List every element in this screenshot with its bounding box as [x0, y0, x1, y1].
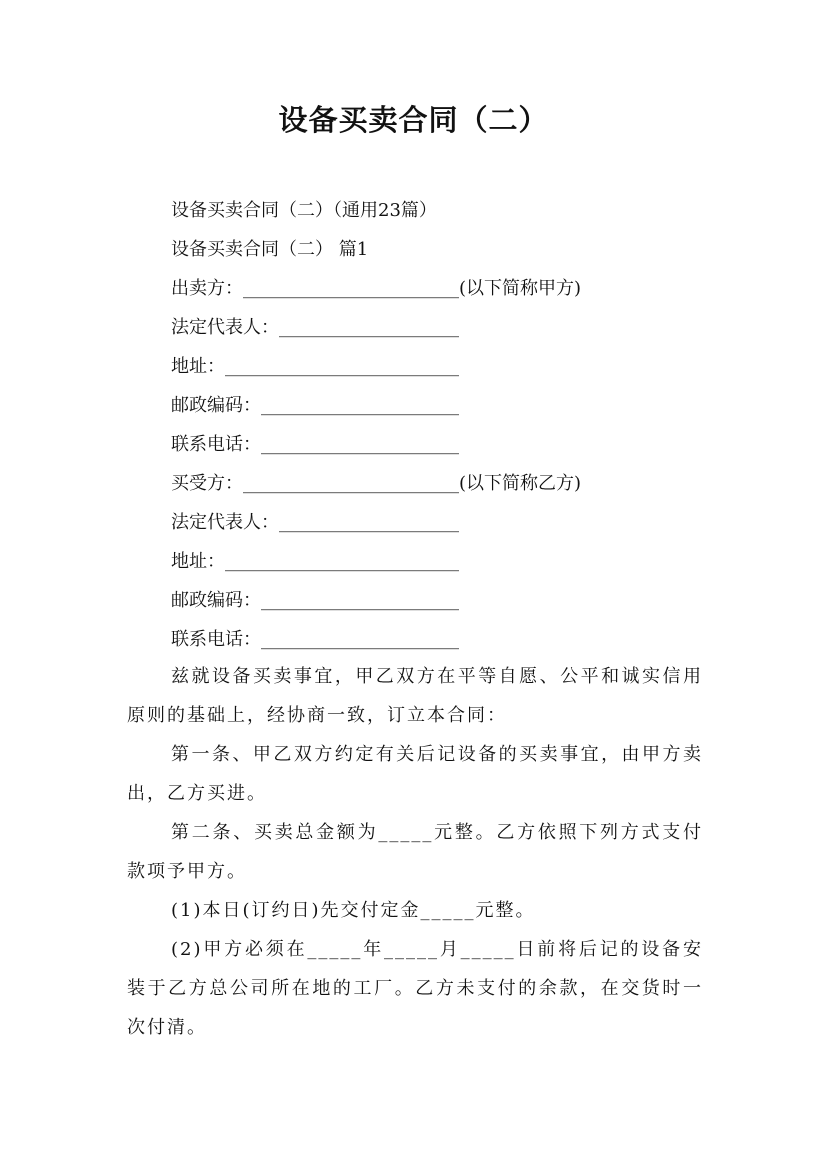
section-heading: 设备买卖合同（二） 篇1: [171, 239, 369, 260]
subtitle-line: 设备买卖合同（二）（通用23篇）: [171, 200, 437, 221]
buyer-postcode-line: 邮政编码：______________________: [171, 590, 459, 611]
clause-1-paragraph: (1)本日(订约日)先交付定金_____元整。: [171, 900, 536, 921]
buyer-line: 买受方：________________________(以下简称乙方): [171, 473, 582, 494]
seller-line: 出卖方：________________________(以下简称甲方): [171, 278, 582, 299]
seller-legal-rep-line: 法定代表人：____________________: [171, 317, 459, 338]
buyer-address-line: 地址：__________________________: [171, 551, 459, 572]
intro-paragraph: 兹就设备买卖事宜，甲乙双方在平等自愿、公平和诚实信用原则的基础上，经协商一致，订立本合同：: [127, 666, 703, 726]
buyer-legal-rep-line: 法定代表人：____________________: [171, 512, 459, 533]
article-2-paragraph: 第二条、买卖总金额为_____元整。乙方依照下列方式支付款项予甲方。: [127, 822, 703, 882]
article-1-paragraph: 第一条、甲乙双方约定有关后记设备的买卖事宜，由甲方卖出，乙方买进。: [127, 744, 703, 804]
seller-postcode-line: 邮政编码：______________________: [171, 395, 459, 416]
buyer-phone-line: 联系电话：______________________: [171, 629, 459, 650]
seller-address-line: 地址：__________________________: [171, 356, 459, 377]
clause-2-paragraph: (2)甲方必须在_____年_____月_____日前将后记的设备安装于乙方总公司所在地的工厂。乙方未支付的余款，在交货时一次付清。: [127, 939, 703, 1038]
seller-phone-line: 联系电话：______________________: [171, 434, 459, 455]
document-title: 设备买卖合同（二）: [278, 103, 549, 137]
